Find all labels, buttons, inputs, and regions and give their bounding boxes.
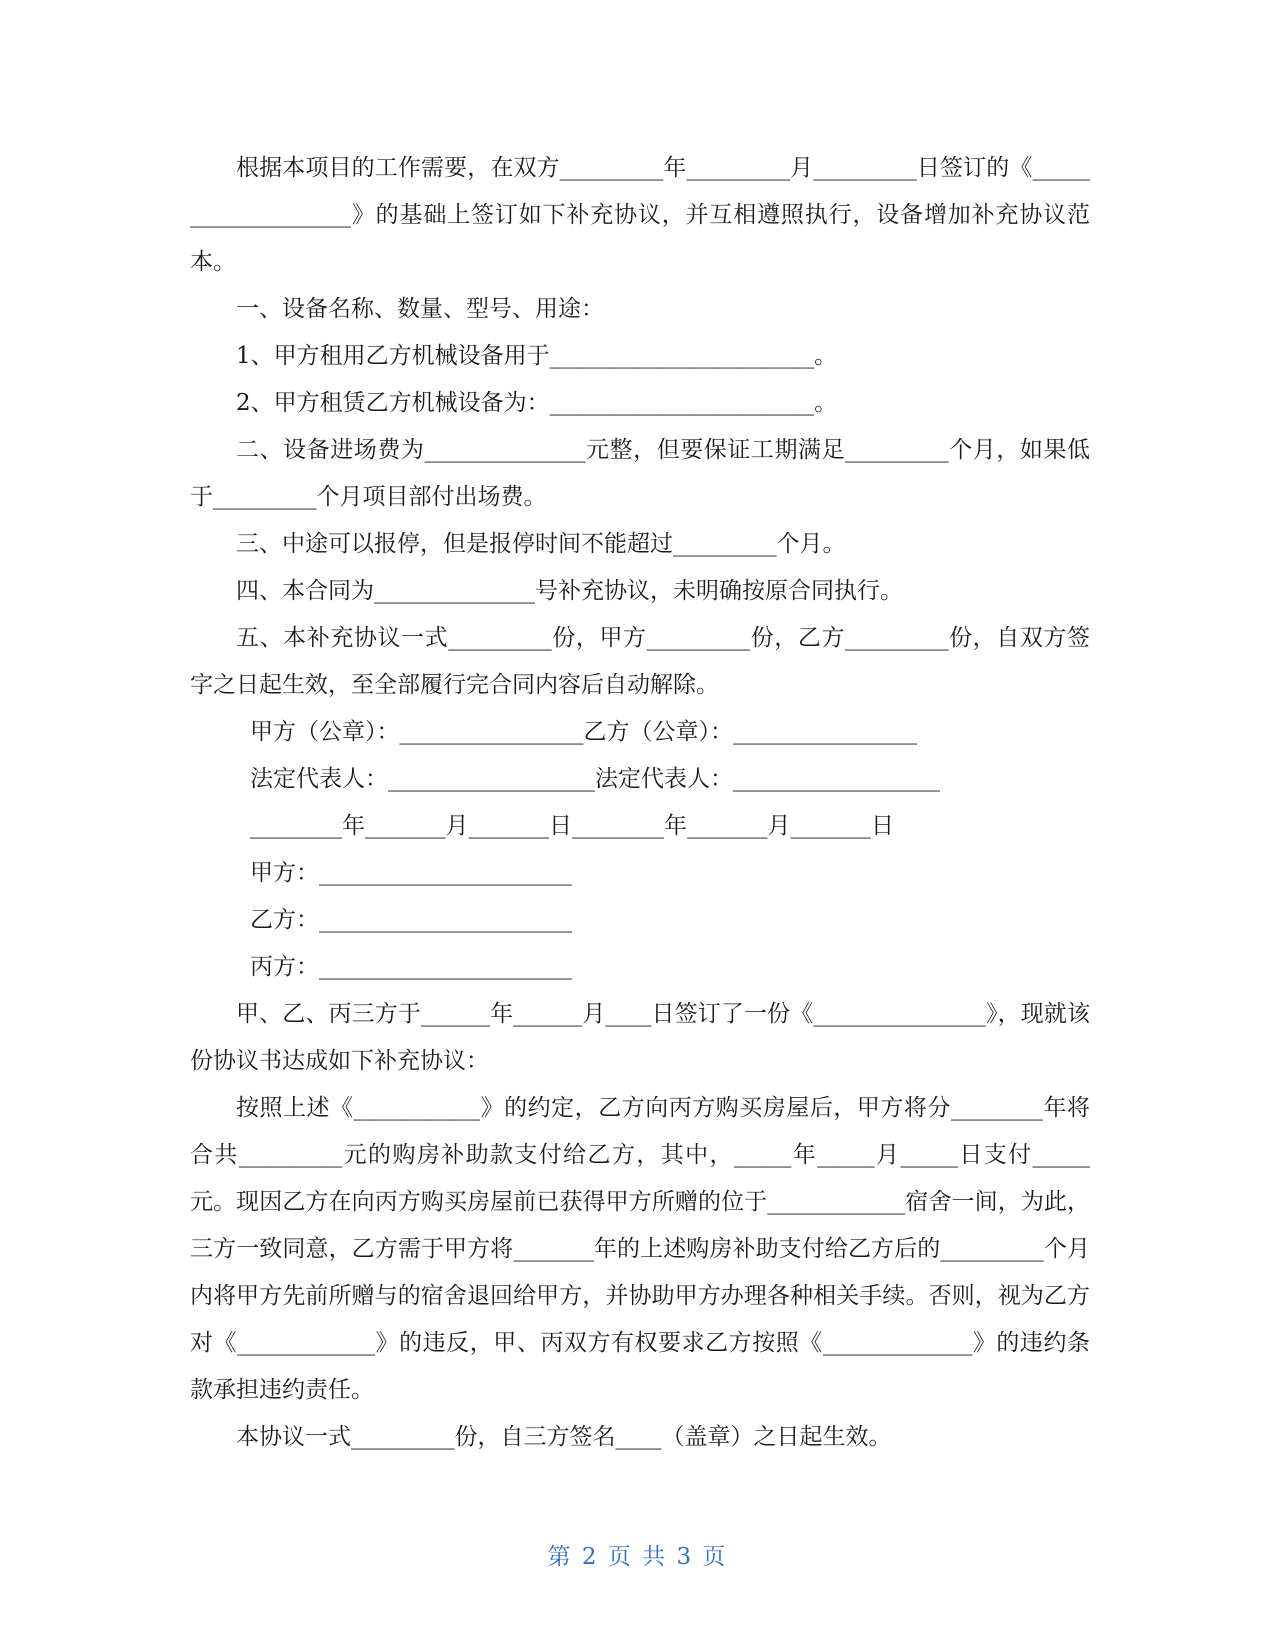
signature-seal-line: 甲方（公章）：________________乙方（公章）：________________	[250, 719, 917, 745]
section-1-item-2: 2、甲方租赁乙方机械设备为：_______________________。	[236, 390, 838, 416]
signature-date-line: ________年_______月_______日________年_______月_______日	[250, 813, 894, 839]
page-number: 第 2 页 共 3 页	[547, 1544, 728, 1570]
signature-representative-line: 法定代表人：__________________法定代表人：__________________	[250, 766, 940, 792]
section-4: 四、本合同为______________号补充协议，未明确按原合同执行。	[236, 578, 903, 604]
section-2: 二、设备进场费为______________元整，但要保证工期满足_________个月，如果低于_________个月项目部付出场费。	[190, 437, 1090, 510]
agreement-2-intro: 甲、乙、丙三方于______年______月____日签订了一份《_______________》，现就该份协议书达成如下补充协议：	[190, 1001, 1090, 1074]
party-c-line: 丙方：______________________	[250, 954, 572, 980]
agreement-2-body: 按照上述《___________》的约定，乙方向丙方购买房屋后，甲方将分________年将合共_________元的购房补助款支付给乙方，其中，_____年_____月_____日支付_____元。现因乙方在向丙方购买房屋前已获得甲方所赠的位于____________宿舍一间，为此，三方一致同意，乙方需于甲方将_______年的上述购房补助支付给乙方后的_________个月内将甲方先前所赠与的宿舍退回给甲方，并协助甲方办理各种相关手续。否则，视为乙方对《____________》的违反，甲、丙双方有权要求乙方按照《_____________》的违约条款承担违约责任。	[190, 1095, 1090, 1403]
section-3: 三、中途可以报停，但是报停时间不能超过_________个月。	[236, 531, 846, 557]
party-a-line: 甲方：______________________	[250, 860, 572, 886]
section-1-item-1: 1、甲方租用乙方机械设备用于_______________________。	[236, 343, 838, 369]
paragraph-intro: 根据本项目的工作需要，在双方_________年_________月_________日签订的《___________________》的基础上签订如下补充协议，并互相遵照执行，设备增加补充协议范本。	[190, 155, 1090, 275]
document-body	[190, 145, 1090, 1461]
party-b-line: 乙方：______________________	[250, 907, 572, 933]
section-5: 五、本补充协议一式_________份，甲方_________份，乙方_________份，自双方签字之日起生效，至全部履行完合同内容后自动解除。	[190, 625, 1090, 698]
section-1-heading: 一、设备名称、数量、型号、用途：	[236, 296, 604, 322]
agreement-2-closing: 本协议一式_________份，自三方签名____（盖章）之日起生效。	[236, 1424, 892, 1450]
